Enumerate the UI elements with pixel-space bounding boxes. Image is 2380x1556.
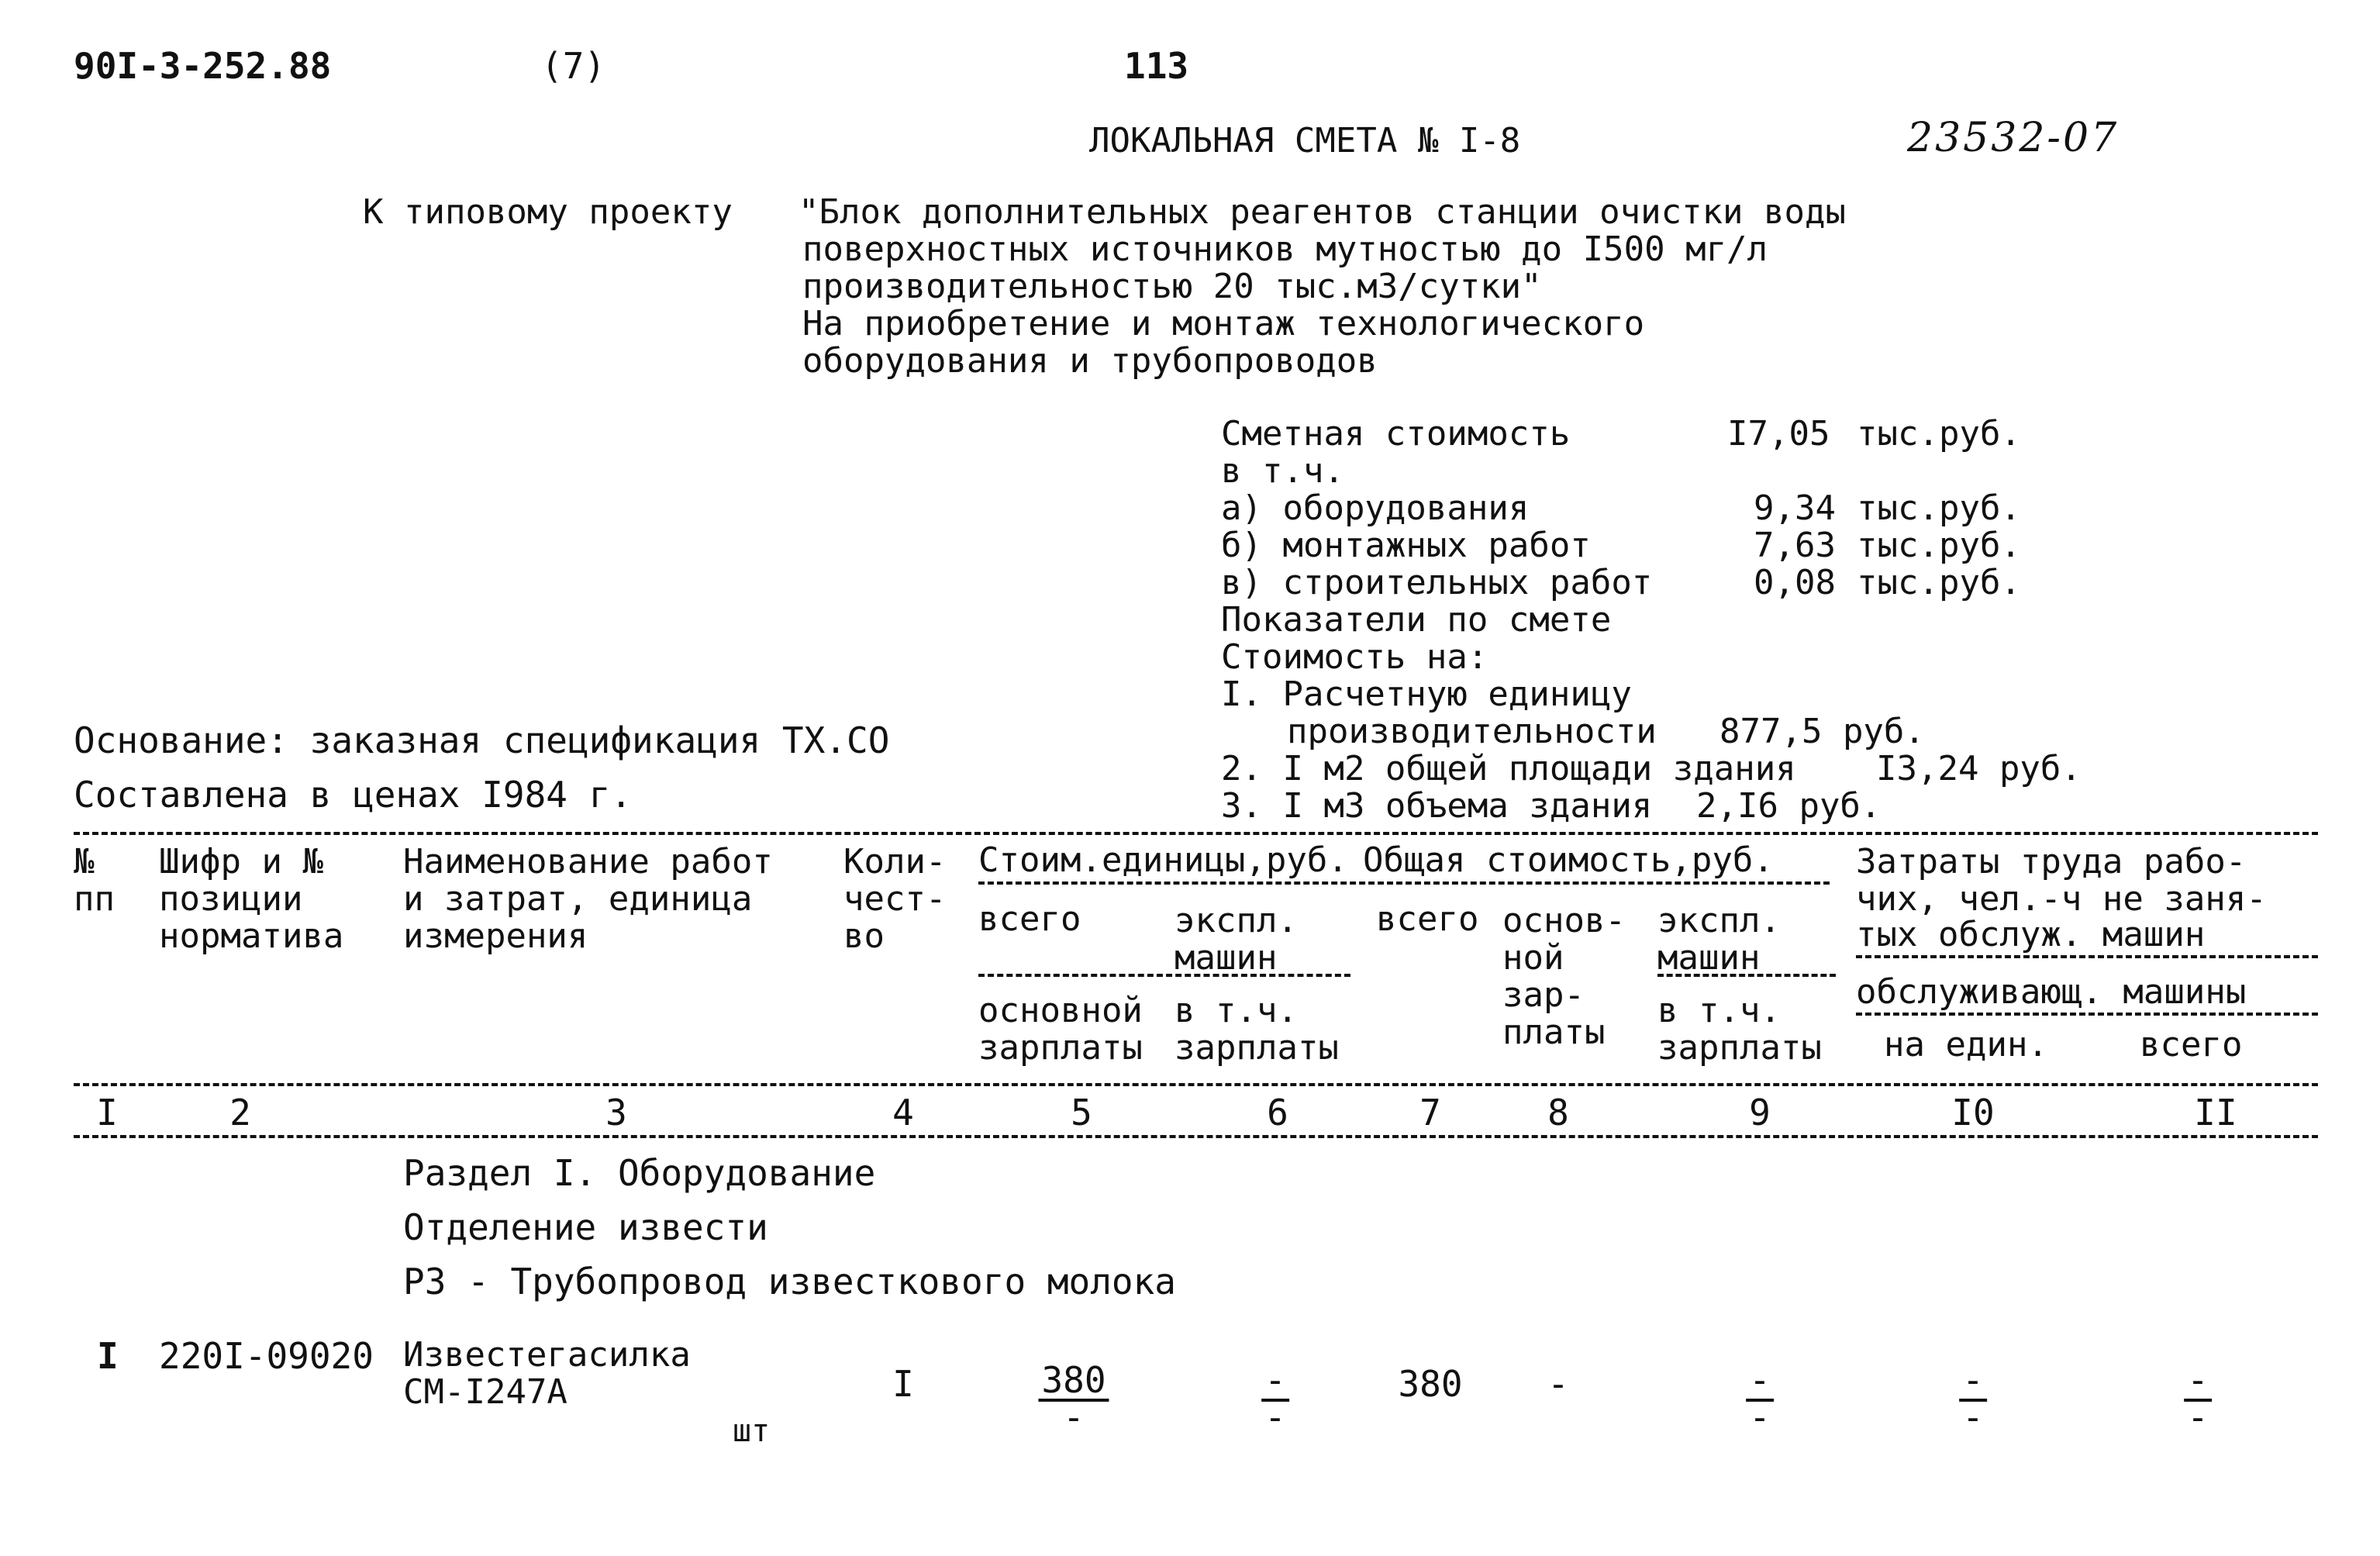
- indicator-1-line-1: I. Расчетную единицу: [1221, 674, 1632, 714]
- unit-cost-sub-rule: [978, 974, 1350, 977]
- row-unit: шт: [733, 1413, 771, 1449]
- col-number-10: I0: [1951, 1092, 1995, 1133]
- column-numbers-rule: [74, 1135, 2318, 1138]
- indicator-2-value: I3,24 руб.: [1876, 749, 2082, 788]
- registration-number: 23532-07: [1907, 115, 2120, 161]
- total-cost-value: I7,05: [1727, 414, 1830, 454]
- total-cost-label: Сметная стоимость: [1221, 414, 1571, 454]
- row-labor-total-top: -: [2184, 1361, 2212, 1402]
- row-unit-cost-salary: -: [1063, 1396, 1085, 1438]
- table-top-rule: [74, 832, 2318, 835]
- row-machine-cost-top: -: [1261, 1361, 1289, 1402]
- summary-item-construction: в) строительных работ: [1221, 563, 1653, 602]
- row-qty: I: [892, 1363, 914, 1405]
- subsection-title: Отделение извести: [403, 1206, 768, 1248]
- row-labor-total-bottom: -: [2187, 1396, 2209, 1438]
- summary-item-installation-unit: тыс.руб.: [1857, 526, 2021, 565]
- header-total-machines: экспл. машин: [1657, 901, 1781, 978]
- row-name-line-2: СМ-I247А: [403, 1372, 567, 1412]
- labor-sub-2-rule: [1856, 1013, 2318, 1016]
- header-cost-underline: [978, 882, 1830, 885]
- row-num: I: [97, 1335, 119, 1377]
- total-machines-rule: [1657, 974, 1836, 977]
- col-number-1: I: [96, 1092, 118, 1133]
- col-number-5: 5: [1071, 1092, 1092, 1133]
- row-name-line-1: Известегасилка: [403, 1335, 691, 1375]
- row-total-machine: [1746, 1359, 1774, 1438]
- col-number-9: 9: [1749, 1092, 1771, 1133]
- row-machine-cost: [1261, 1359, 1289, 1438]
- col-number-4: 4: [892, 1092, 914, 1133]
- header-total-incl-salary: в т.ч. зарплаты: [1657, 991, 1822, 1068]
- section-title: Раздел I. Оборудование: [403, 1152, 876, 1194]
- header-name: Наименование работ и затрат, единица измерения: [403, 842, 773, 956]
- row-unit-cost: [1038, 1359, 1109, 1438]
- cost-on-label: Стоимость на:: [1221, 637, 1488, 677]
- table-header-rule: [74, 1083, 2318, 1086]
- row-labor-unit-top: -: [1959, 1361, 1987, 1402]
- estimate-title: ЛОКАЛЬНАЯ СМЕТА № I-8: [1089, 121, 1521, 160]
- row-labor-total: [2184, 1359, 2212, 1438]
- row-unit-cost-total: 380: [1038, 1361, 1109, 1402]
- header-labor-sub-2: обслуживающ. машины: [1856, 972, 2247, 1012]
- header-labor-on-unit: на един.: [1884, 1025, 2048, 1064]
- header-unit-incl-salary: в т.ч. зарплаты: [1174, 991, 1339, 1068]
- summary-item-construction-value: 0,08: [1754, 563, 1836, 602]
- header-total-all: всего: [1376, 899, 1479, 939]
- header-unit-base-salary: основной зарплаты: [978, 991, 1143, 1068]
- col-number-7: 7: [1419, 1092, 1441, 1133]
- indicators-title: Показатели по смете: [1221, 600, 1612, 640]
- header-labor: Затраты труда рабо- чих, чел.-ч не заня-: [1856, 842, 2267, 919]
- header-unit-all: всего: [978, 899, 1081, 939]
- project-line-1: "Блок дополнительных реагентов станции очистки воды: [799, 192, 1847, 232]
- row-total-machine-top: -: [1746, 1361, 1774, 1402]
- summary-item-installation-value: 7,63: [1754, 526, 1836, 565]
- project-prefix: К типовому проекту: [363, 192, 733, 232]
- total-cost-unit: тыс.руб.: [1857, 414, 2021, 454]
- header-unit-cost: Стоим.единицы,руб.: [978, 840, 1348, 880]
- row-total-cost: 380: [1398, 1363, 1463, 1405]
- summary-item-construction-unit: тыс.руб.: [1857, 563, 2021, 602]
- col-number-11: II: [2194, 1092, 2237, 1133]
- header-total-cost: Общая стоимость,руб.: [1363, 840, 1774, 880]
- summary-item-installation: б) монтажных работ: [1221, 526, 1591, 565]
- project-line-2: поверхностных источников мутностью до I500 мг/л: [802, 229, 1768, 269]
- indicator-3-value: 2,I6 руб.: [1696, 786, 1882, 826]
- row-code: 220I-09020: [159, 1335, 374, 1377]
- row-labor-unit-bottom: -: [1962, 1396, 1984, 1438]
- col-number-8: 8: [1547, 1092, 1569, 1133]
- row-total-machine-bottom: -: [1749, 1396, 1771, 1438]
- header-num: № пп: [74, 842, 115, 919]
- header-labor-total: всего: [2140, 1025, 2243, 1064]
- row-labor-unit: [1959, 1359, 1987, 1438]
- col-number-3: 3: [605, 1092, 627, 1133]
- labor-sub-1-rule: [1856, 955, 2318, 958]
- group-title: Р3 - Трубопровод известкового молока: [403, 1261, 1176, 1302]
- document-code: 90I-3-252.88: [74, 45, 332, 87]
- header-unit-machines: экспл. машин: [1174, 901, 1298, 978]
- album-number: (7): [541, 45, 606, 87]
- col-number-2: 2: [229, 1092, 251, 1133]
- project-line-4: На приобретение и монтаж технологического: [802, 304, 1645, 343]
- indicator-1-line-2: производительности: [1287, 712, 1657, 751]
- indicator-1-value: 877,5 руб.: [1719, 712, 1925, 751]
- indicator-3: 3. I м3 объема здания: [1221, 786, 1653, 826]
- page-number: 113: [1124, 45, 1189, 87]
- project-line-3: производительностью 20 тыс.м3/сутки": [802, 267, 1542, 306]
- summary-item-equipment-unit: тыс.руб.: [1857, 488, 2021, 528]
- including-label: в т.ч.: [1221, 451, 1344, 491]
- indicator-2: 2. I м2 общей площади здания: [1221, 749, 1796, 788]
- summary-item-equipment-value: 9,34: [1754, 488, 1836, 528]
- header-labor-sub-1: тых обслуж. машин: [1856, 915, 2206, 954]
- basis-note: Основание: заказная спецификация ТХ.СО: [74, 719, 890, 761]
- row-total-base: -: [1547, 1363, 1569, 1405]
- header-total-base: основ- ной зар- платы: [1502, 901, 1626, 1052]
- header-qty: Коли- чест- во: [843, 842, 947, 956]
- header-code: Шифр и № позиции норматива: [159, 842, 344, 956]
- col-number-6: 6: [1267, 1092, 1288, 1133]
- price-base-note: Составлена в ценах I984 г.: [74, 774, 633, 816]
- project-line-5: оборудования и трубопроводов: [802, 341, 1378, 381]
- summary-item-equipment: а) оборудования: [1221, 488, 1530, 528]
- row-machine-cost-bottom: -: [1264, 1396, 1286, 1438]
